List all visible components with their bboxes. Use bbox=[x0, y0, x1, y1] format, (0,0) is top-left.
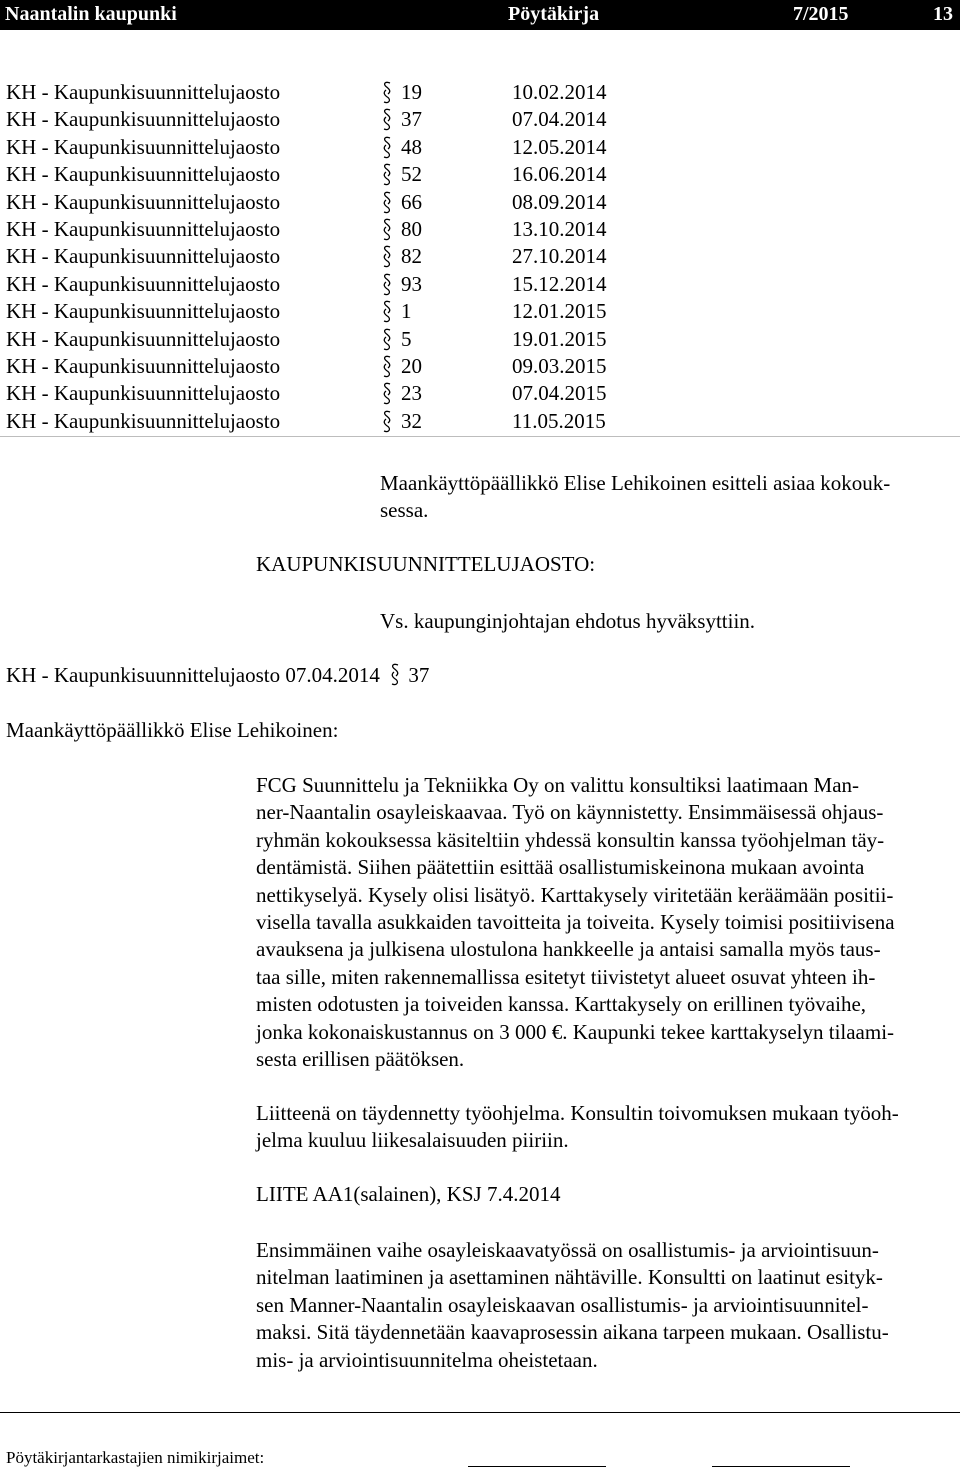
history-body: KH - Kaupunkisuunnittelujaosto bbox=[6, 107, 281, 132]
processing-history bbox=[0, 80, 960, 436]
history-row bbox=[0, 217, 960, 244]
history-section: 52 bbox=[401, 162, 422, 187]
committee-label: KAUPUNKISUUNNITTELUJAOSTO: bbox=[256, 552, 596, 576]
text-line: dentämistä. Siihen päätettiin esittää osallistumiskeinona mukaan avointa bbox=[256, 855, 865, 880]
history-row bbox=[0, 162, 960, 189]
history-section: 1 bbox=[401, 299, 412, 324]
decision-text: Vs. kaupunginjohtajan ehdotus hyväksyttiin. bbox=[380, 609, 756, 633]
history-section: 80 bbox=[401, 216, 422, 241]
history-section: 66 bbox=[401, 189, 422, 214]
text-line: nettikyselyä. Kysely olisi lisätyö. Karttakysely viritetään keräämään positii- bbox=[256, 882, 894, 907]
history-divider bbox=[0, 436, 960, 437]
page-number: 13 bbox=[933, 3, 953, 25]
text-line: sen Manner-Naantalin osayleiskaavan osallistumis- ja arviointisuunnitel- bbox=[256, 1292, 869, 1317]
history-date: 07.04.2015 bbox=[512, 381, 607, 406]
history-row bbox=[0, 381, 960, 408]
history-row bbox=[0, 107, 960, 134]
text-line: Maankäyttöpäällikkö Elise Lehikoinen esitteli asiaa kokouk- bbox=[380, 471, 891, 495]
text-line: mis- ja arviointisuunnitelma oheistetaan. bbox=[256, 1347, 598, 1372]
history-row bbox=[0, 354, 960, 381]
history-date: 09.03.2015 bbox=[512, 353, 607, 378]
history-body: KH - Kaupunkisuunnittelujaosto bbox=[6, 134, 281, 159]
text-line: maksi. Sitä täydennetään kaavaprosessin aikana tarpeen mukaan. Osallistu- bbox=[256, 1320, 889, 1345]
text-line: avauksena ja julkisena ulostulona hankkeelle ja antaisi samalla myös taus- bbox=[256, 937, 881, 962]
document-type: Pöytäkirja bbox=[508, 3, 600, 25]
history-row bbox=[0, 190, 960, 217]
history-row bbox=[0, 244, 960, 271]
history-body: KH - Kaupunkisuunnittelujaosto bbox=[6, 189, 281, 214]
history-section: 20 bbox=[401, 353, 422, 378]
history-section: 32 bbox=[401, 408, 422, 433]
history-body: KH - Kaupunkisuunnittelujaosto bbox=[6, 326, 281, 351]
text-line: ner-Naantalin osayleiskaavaa. Työ on käynnistetty. Ensimmäisessä ohjaus- bbox=[256, 800, 884, 825]
history-date: 13.10.2014 bbox=[512, 216, 607, 241]
history-date: 10.02.2014 bbox=[512, 80, 607, 104]
history-date: 08.09.2014 bbox=[512, 189, 607, 214]
history-date: 27.10.2014 bbox=[512, 244, 607, 269]
body-paragraph bbox=[256, 1100, 960, 1155]
text-line: sesta erillisen päätöksen. bbox=[256, 1047, 465, 1072]
history-section: 37 bbox=[401, 107, 422, 132]
presentation-text bbox=[380, 470, 960, 525]
item-reference-text: KH - Kaupunkisuunnittelujaosto 07.04.2014 bbox=[6, 663, 380, 687]
signature-line bbox=[712, 1466, 850, 1467]
text-line: Ensimmäinen vaihe osayleiskaavatyössä on osallistumis- ja arviointisuun- bbox=[256, 1238, 879, 1262]
history-section: 82 bbox=[401, 244, 422, 269]
text-line: taa sille, miten rakennemallissa esitetyt tiivistetyt alueet osuvat yhteen ih- bbox=[256, 964, 876, 989]
history-section: 23 bbox=[401, 381, 422, 406]
history-row bbox=[0, 327, 960, 354]
history-body: KH - Kaupunkisuunnittelujaosto bbox=[6, 299, 281, 324]
history-body: KH - Kaupunkisuunnittelujaosto bbox=[6, 353, 281, 378]
body-paragraph bbox=[256, 772, 960, 1073]
document-number: 7/2015 bbox=[793, 3, 849, 25]
history-section: 19 bbox=[401, 80, 422, 104]
history-date: 16.06.2014 bbox=[512, 162, 607, 187]
footer-divider bbox=[0, 1412, 960, 1413]
history-row bbox=[0, 135, 960, 162]
history-date: 12.01.2015 bbox=[512, 299, 607, 324]
history-body: KH - Kaupunkisuunnittelujaosto bbox=[6, 80, 281, 104]
history-section: 93 bbox=[401, 271, 422, 296]
municipality-name: Naantalin kaupunki bbox=[5, 3, 177, 25]
history-body: KH - Kaupunkisuunnittelujaosto bbox=[6, 244, 281, 269]
history-date: 11.05.2015 bbox=[512, 408, 606, 433]
text-line: visella tavalla asukkaiden tavoitteita ja toiveita. Kysely toimisi positiivisena bbox=[256, 910, 895, 935]
history-section: 5 bbox=[401, 326, 412, 351]
text-line: misten odotusten ja toiveiden kanssa. Karttakysely on erillinen työvaihe, bbox=[256, 992, 867, 1017]
history-row bbox=[0, 409, 960, 436]
history-body: KH - Kaupunkisuunnittelujaosto bbox=[6, 162, 281, 187]
attachment-reference bbox=[256, 1181, 960, 1208]
history-section: 48 bbox=[401, 134, 422, 159]
text-line: jonka kokonaiskustannus on 3 000 €. Kaupunki tekee karttakyselyn tilaami- bbox=[256, 1019, 895, 1044]
section-sign-icon bbox=[389, 662, 401, 688]
reviewers-initials-label: Pöytäkirjantarkastajien nimikirjaimet: bbox=[6, 1448, 265, 1467]
history-row bbox=[0, 299, 960, 326]
text-line: ryhmän kokouksessa käsiteltiin yhdessä konsultin kanssa työohjelman täy- bbox=[256, 827, 885, 852]
text-line: LIITE AA1(salainen), KSJ 7.4.2014 bbox=[256, 1182, 561, 1206]
history-body: KH - Kaupunkisuunnittelujaosto bbox=[6, 271, 281, 296]
history-date: 15.12.2014 bbox=[512, 271, 607, 296]
history-date: 07.04.2014 bbox=[512, 107, 607, 132]
item-reference-section: 37 bbox=[408, 663, 430, 687]
history-body: KH - Kaupunkisuunnittelujaosto bbox=[6, 381, 281, 406]
item-reference bbox=[6, 662, 429, 689]
signature-line bbox=[468, 1466, 606, 1467]
history-row bbox=[0, 272, 960, 299]
history-date: 12.05.2014 bbox=[512, 134, 607, 159]
history-row bbox=[0, 80, 960, 107]
text-line: jelma kuuluu liikesalaisuuden piiriin. bbox=[256, 1128, 569, 1153]
presenter-label: Maankäyttöpäällikkö Elise Lehikoinen: bbox=[6, 718, 339, 742]
body-paragraph bbox=[256, 1237, 960, 1374]
history-body: KH - Kaupunkisuunnittelujaosto bbox=[6, 408, 281, 433]
history-body: KH - Kaupunkisuunnittelujaosto bbox=[6, 216, 281, 241]
text-line: FCG Suunnittelu ja Tekniikka Oy on valittu konsultiksi laatimaan Man- bbox=[256, 773, 860, 797]
page-header bbox=[0, 0, 960, 30]
history-date: 19.01.2015 bbox=[512, 326, 607, 351]
text-line: sessa. bbox=[380, 498, 429, 523]
text-line: nitelman laatiminen ja asettaminen nähtäville. Konsultti on laatinut esityk- bbox=[256, 1265, 883, 1290]
text-line: Liitteenä on täydennetty työohjelma. Konsultin toivomuksen mukaan työoh- bbox=[256, 1101, 899, 1125]
